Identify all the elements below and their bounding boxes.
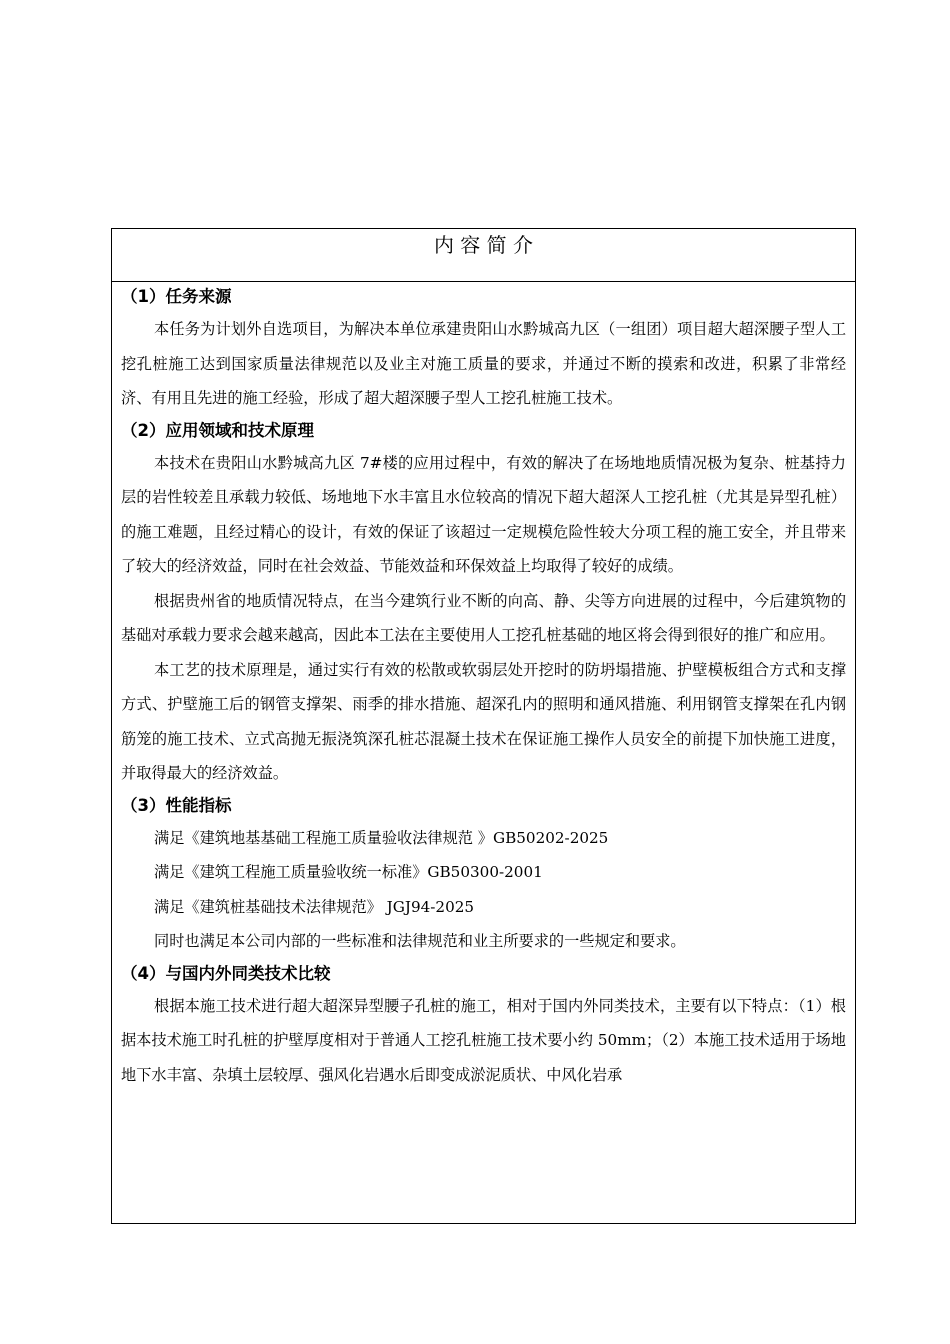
content-summary-table bbox=[111, 228, 856, 1224]
standard-line: 同时也满足本公司内部的一些标准和法律规范和业主所要求的一些规定和要求。 bbox=[154, 932, 686, 950]
standard-line: 满足《建筑地基基础工程施工质量验收法律规范 》GB50202-2025 bbox=[154, 828, 609, 847]
section-heading: （2）应用领域和技术原理 bbox=[121, 420, 314, 440]
table-title: 内 容 简 介 bbox=[112, 229, 855, 282]
standard-line: 满足《建筑桩基础技术法律规范》 JGJ94-2025 bbox=[154, 897, 475, 916]
section-heading: （3）性能指标 bbox=[121, 795, 232, 815]
section-heading: （1）任务来源 bbox=[121, 287, 232, 306]
section-heading: （4）与国内外同类技术比较 bbox=[121, 963, 331, 983]
paragraph: 根据贵州省的地质情况特点，在当今建筑行业不断的向高、静、尖等方向进展的过程中，今后建筑物的基础对承载力要求会越来越高，因此本工法在主要使用人工挖孔桩基础的地区将会得到很好的推广和应用。 bbox=[121, 591, 846, 644]
section-comparison bbox=[121, 959, 846, 1093]
standard-line: 满足《建筑工程施工质量验收统一标准》GB50300-2001 bbox=[154, 863, 543, 881]
section-performance-indicators bbox=[121, 791, 846, 959]
table-body bbox=[112, 282, 855, 1092]
paragraph: 本任务为计划外自选项目，为解决本单位承建贵阳山水黔城高九区（一组团）项目超大超深腰子型人工挖孔桩施工达到国家质量法律规范以及业主对施工质量的要求，并通过不断的摸索和改进，积累了非常经济、有用且先进的施工经验，形成了超大超深腰子型人工挖孔桩施工技术。 bbox=[121, 320, 846, 407]
section-application-principle bbox=[121, 416, 846, 791]
section-task-source bbox=[121, 282, 846, 416]
paragraph: 本工艺的技术原理是，通过实行有效的松散或软弱层处开挖时的防坍塌措施、护壁模板组合方式和支撑方式、护壁施工后的钢管支撑架、雨季的排水措施、超深孔内的照明和通风措施、利用钢管支撑架在孔内钢筋笼的施工技术、立式高抛无振浇筑深孔桩芯混凝土技术在保证施工操作人员安全的前提下加快施工进度，并取得最大的经济效益。 bbox=[121, 660, 846, 782]
paragraph: 本技术在贵阳山水黔城高九区 7#楼的应用过程中，有效的解决了在场地地质情况极为复杂、桩基持力层的岩性较差且承载力较低、场地地下水丰富且水位较高的情况下超大超深人工挖孔桩（尤其是异型孔桩）的施工难题，且经过精心的设计，有效的保证了该超过一定规模危险性较大分项工程的施工安全，并且带来了较大的经济效益，同时在社会效益、节能效益和环保效益上均取得了较好的成绩。 bbox=[121, 453, 846, 575]
paragraph: 根据本施工技术进行超大超深异型腰子孔桩的施工，相对于国内外同类技术，主要有以下特点：（1）根据本技术施工时孔桩的护壁厚度相对于普通人工挖孔桩施工技术要小约 50mm；（2）本施工技术适用于场地地下水丰富、杂填土层较厚、强风化岩遇水后即变成淤泥质状、中风化岩承 bbox=[121, 996, 846, 1084]
